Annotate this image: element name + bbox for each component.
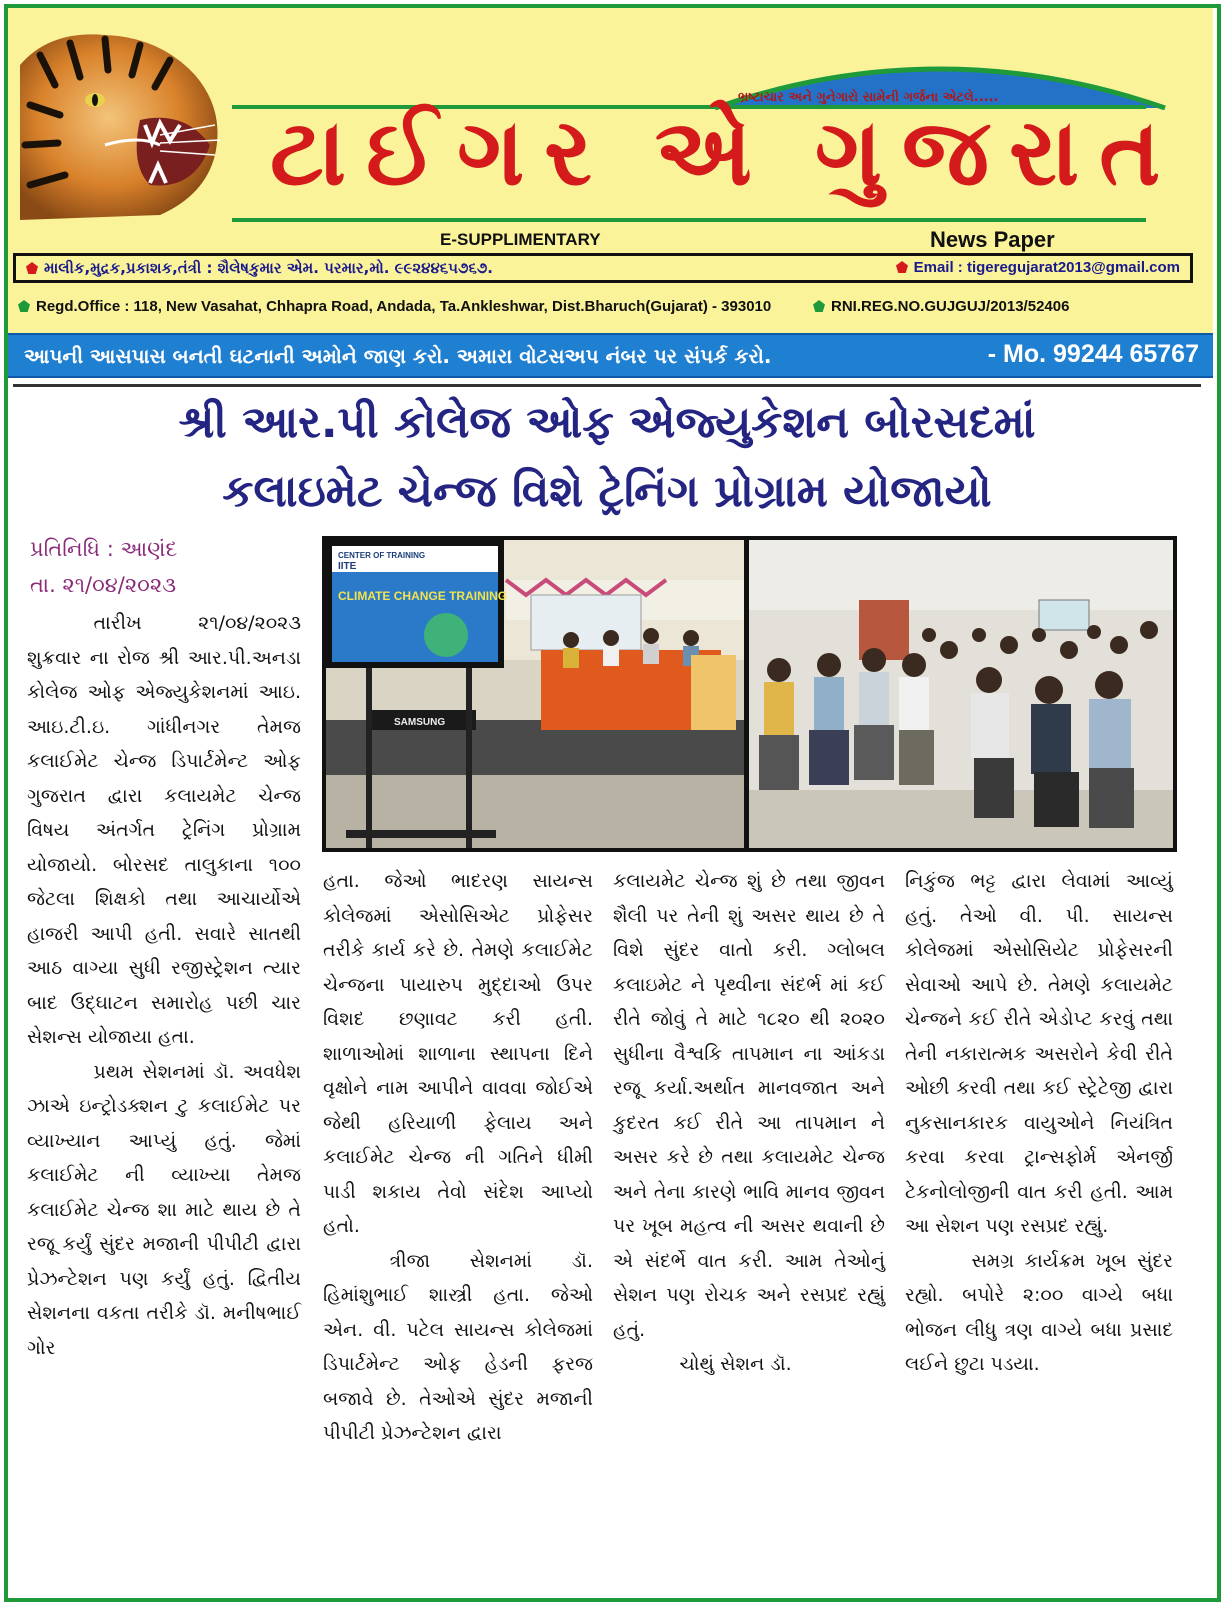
email-line [896, 259, 1180, 276]
pentagon-bullet-icon [813, 300, 825, 312]
dateline: તા. ૨૧/૦૪/૨૦૨૩ [30, 573, 177, 597]
edition-label: E-SUPPLIMENTARY [440, 230, 601, 249]
article-column-1 [27, 606, 301, 1365]
regd-office-text: Regd.Office : 118, New Vasahat, Chhapra Road, Andada, Ta.Ankleshwar, Dist.Bharuch(Gujarat) - 393010 [36, 298, 772, 315]
email-text: Email : tigeregujarat2013@gmail.com [913, 259, 1180, 276]
paragraph: નિકુંજ ભટ્ટ દ્વારા લેવામાં આવ્યું હતું. તેઓ વી. પી. સાયન્સ કોલેજમાં એસોસિયેટ પ્રોફેસરની સેવાઓ આપે છે. તેમણે કલાયમેટ ચેન્જને કઈ રીતે એડોપ્ટ કરવું તથા તેની નકારાત્મક અસરોને કેવી રીતે ઓછી કરવી તથા કઈ સ્ટ્રેટેજી દ્વારા નુકસાનકારક વાયુઓને નિયંત્રિત કરવા કરવા ટ્રાન્સફોર્મ એનર્જી ટેકનોલોજીની વાત કરી હતી. આમ આ સેશન પણ રસપ્રદ રહ્યું. [905, 870, 1173, 1237]
title-rule-bottom [232, 218, 1146, 222]
newspaper-label: News Paper [930, 227, 1055, 252]
tv-brand-label: SAMSUNG [394, 717, 446, 728]
owner-box [13, 253, 1193, 283]
paragraph: પ્રથમ સેશનમાં ડૉ. અવધેશ ઝાએ ઇન્ટ્રોડક્શન ટુ કલાઈમેટ પર વ્યાખ્યાન આપ્યું હતું. જેમાં કલાઈમેટ ની વ્યાખ્યા તેમજ કલાઈમેટ ચેન્જ શા માટે થાય છે તે રજૂ કર્યું સુંદર મજાની પીપીટી દ્વારા પ્રેઝન્ટેશન પણ કર્યું હતું. દ્વિતીય સેશનના વકતા તરીકે ડૉ. મનીષભાઈ ગોર [27, 1060, 301, 1359]
pentagon-bullet-icon [18, 300, 30, 312]
paragraph: ત્રીજા સેશનમાં ડૉ. હિમાંશુભાઈ શાસ્ત્રી હતા. જેઓ એન. વી. પટેલ સાયન્સ કોલેજમાં ડિપાર્ટમેન્ટ ઓફ હેડની ફરજ બજાવે છે. તેઓએ સુંદર મજાની પીપીટી પ્રેઝન્ટેશન દ્વારા [323, 1249, 593, 1444]
photo-stage [326, 540, 744, 848]
photo-audience [749, 540, 1173, 848]
rni-text: RNI.REG.NO.GUJGUJ/2013/52406 [831, 298, 1070, 315]
paragraph: ચોથું સેશન ડૉ. [679, 1353, 792, 1375]
pentagon-bullet-icon [26, 262, 38, 274]
paragraph: હતા. જેઓ ભાદરણ સાયન્સ કોલેજમાં એસોસિએટ પ્રોફેસર તરીકે કાર્ય કરે છે. તેમણે કલાઈમેટ ચેન્જના પાયારુપ મુદ્દાઓ ઉપર વિશદ છણાવટ કરી હતી. શાળાઓમાં શાળાના સ્થાપના દિને વૃક્ષોને નામ આપીને વાવવા જોઈએ જેથી હરિયાળી ફેલાય અને કલાઈમેટ ચેન્જ ની ગતિને ધીમી પાડી શકાય તેવો સંદેશ આપ્યો હતો. [323, 870, 593, 1237]
headline-line-1: શ્રી આર.પી કોલેજ ઓફ એજ્યુકેશન બોરસદમાં [178, 397, 1036, 448]
contact-phone: - Mo. 99244 65767 [987, 340, 1199, 368]
article-column-4 [905, 864, 1173, 1382]
screen-brand-label: IITE [338, 561, 357, 572]
article-column-2 [323, 864, 593, 1451]
contact-banner [8, 333, 1213, 378]
owner-text: માલીક,મુદ્રક,પ્રકાશક,તંત્રી : શૈલેષકુમાર એમ. પરમાર,મો. ૯૯૨૪૪૬૫૭૬૭. [44, 259, 493, 277]
tagline: ભ્રષ્ટાચાર અને ગુનેગારો સામેની ગર્જના એટલે..... [738, 90, 999, 105]
paragraph: તારીખ ૨૧/૦૪/૨૦૨૩ શુક્રવાર ના રોજ શ્રી આર.પી.અનડા કોલેજ ઓફ એજ્યુકેશનમાં આઇ. આઇ.ટી.ઇ. ગાંધીનગર તેમજ કલાઈમેટ ચેન્જ ડિપાર્ટમેન્ટ ઓફ ગુજરાત દ્વારા કલાયમેટ ચેન્જ વિષય અંતર્ગત ટ્રેનિંગ પ્રોગ્રામ યોજાયો. બોરસદ તાલુકાના ૧૦૦ જેટલા શિક્ષકો તથા આચાર્યોએ હાજરી આપી હતી. સવારે સાતથી આઠ વાગ્યા સુધી રજીસ્ટ્રેશન ત્યાર બાદ ઉદ્ઘાટન સમારોહ પછી ચાર સેશન્સ યોજાયા હતા. [27, 612, 301, 1048]
section-divider [13, 384, 1201, 387]
paragraph: કલાયમેટ ચેન્જ શું છે તથા જીવન શૈલી પર તેની શું અસર થાય છે તે વિશે સુંદર વાતો કરી. ગ્લોબલ કલાઇમેટ ને પૃથ્વીના સંદર્ભ માં કઈ રીતે જોવું તે માટે ૧૮૨૦ થી ૨૦૨૦ સુધીના વૈશ્વકિ તાપમાન ના આંકડા રજૂ કર્યા.અર્થાત માનવજાત અને કુદરત કઈ રીતે આ તાપમાન ને અસર કરે છે તથા કલાયમેટ ચેન્જ અને તેના કારણે ભાવિ માનવ જીવન પર ખૂબ મહત્વ ની અસર થવાની છે એ સંદર્ભે વાત કરી. આમ તેઓનું સેશન પણ રોચક અને રસપ્રદ રહ્યું હતું. [613, 870, 885, 1341]
regd-office-line [18, 298, 771, 315]
tiger-logo [10, 25, 232, 225]
rni-line [813, 298, 1069, 315]
screen-title: CLIMATE CHANGE TRAINING [338, 589, 508, 603]
article-column-3 [613, 864, 885, 1382]
owner-line [26, 259, 493, 277]
screen-org-label: CENTER OF TRAINING [338, 551, 426, 560]
paragraph: સમગ્ર કાર્યક્રમ ખૂબ સુંદર રહ્યો. બપોરે ૨:૦૦ વાગ્યે બધા ભોજન લીધુ ત્રણ વાગ્યે બધા પ્રસાદ લઈને છુટા પડયા. [905, 1249, 1173, 1375]
contact-banner-text: આપની આસપાસ બનતી ઘટનાની અમોને જાણ કરો. અમારા વોટસઅપ નંબર પર સંપર્ક કરો. [24, 344, 772, 368]
byline: પ્રતિનિધિ : આણંદ [30, 537, 178, 561]
headline-line-2: કલાઇમેટ ચેન્જ વિશે ટ્રેનિંગ પ્રોગ્રામ યોજાયો [222, 466, 992, 517]
pentagon-bullet-icon [896, 261, 908, 273]
newspaper-title: ટાઈગર એ ગુજરાત [270, 102, 1181, 204]
